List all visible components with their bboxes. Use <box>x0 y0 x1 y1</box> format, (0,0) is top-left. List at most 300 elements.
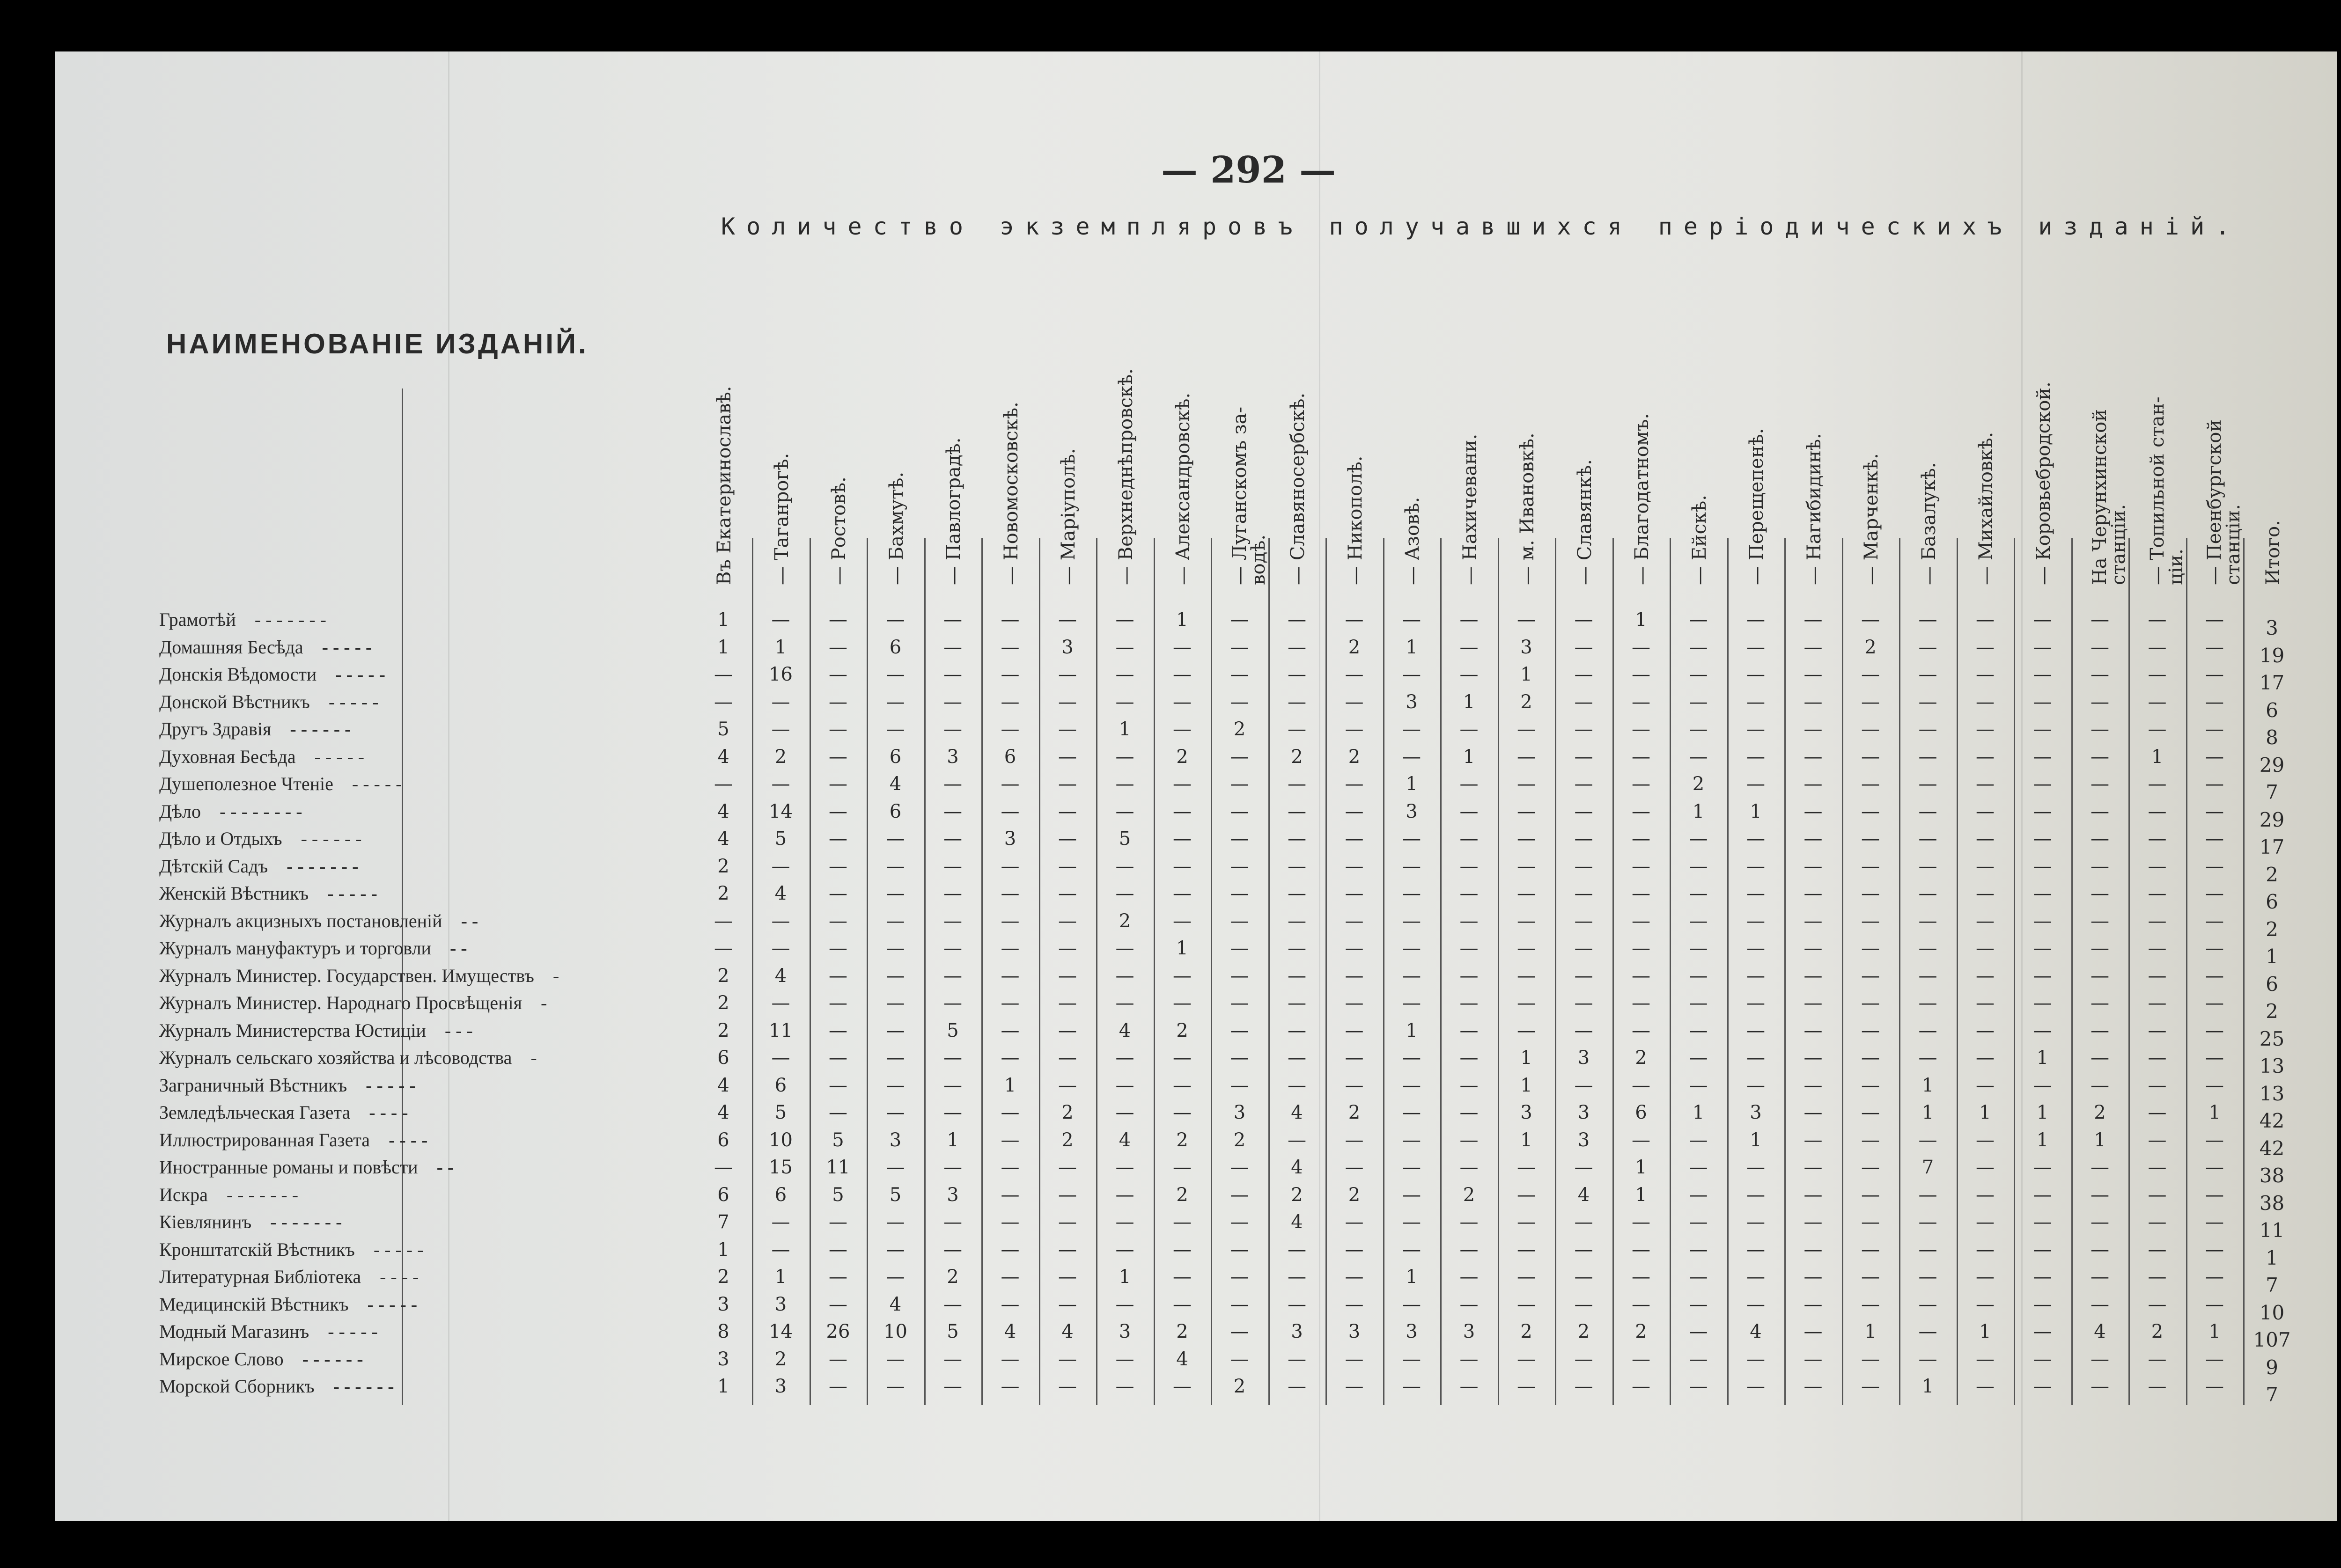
table-cell: — <box>2148 1348 2167 1370</box>
table-cell: — <box>1230 691 1249 713</box>
publication-name: Журналъ Министер. Государствен. Имуществъ <box>159 965 534 986</box>
table-cell: — <box>1288 883 1306 904</box>
table-cell: — <box>1001 1129 1020 1151</box>
table-cell: — <box>1861 1238 1880 1260</box>
table-cell: 1 <box>2036 1047 2049 1069</box>
publication-name: Душеполезное Чтеніе <box>159 773 333 794</box>
table-cell: 2 <box>1176 1184 1188 1206</box>
table-cell: — <box>943 773 962 795</box>
row-total: 38 <box>2259 1191 2285 1215</box>
table-cell: — <box>943 1157 962 1178</box>
table-cell: — <box>1689 1129 1708 1151</box>
table-cell: — <box>1345 855 1364 877</box>
table-cell: — <box>1574 992 1593 1014</box>
table-cell: — <box>1918 1266 1937 1288</box>
row-total: 13 <box>2259 1055 2285 1077</box>
row-total: 13 <box>2259 1082 2285 1105</box>
table-cell: 1 <box>1520 1074 1532 1096</box>
table-row-label <box>159 1181 674 1209</box>
publication-name: Земледѣльческая Газета <box>159 1102 351 1123</box>
table-cell: — <box>1001 1376 1020 1397</box>
table-cell: — <box>714 910 733 932</box>
table-cell: — <box>1402 910 1421 932</box>
leader-dots: - - - - - - - <box>254 609 326 630</box>
table-cell: 7 <box>717 1211 729 1233</box>
table-cell: — <box>1746 1184 1765 1206</box>
table-cell: — <box>1288 1238 1306 1260</box>
table-cell: — <box>2033 1019 2052 1041</box>
table-cell: — <box>1632 910 1650 932</box>
table-cell: — <box>829 1102 847 1123</box>
table-cell: — <box>2033 855 2052 877</box>
table-cell: — <box>1861 992 1880 1014</box>
table-cell: — <box>2033 1074 2052 1096</box>
table-cell: — <box>1861 1047 1880 1069</box>
table-cell: 11 <box>769 1019 793 1041</box>
table-cell: — <box>1115 1184 1134 1206</box>
column-header-label: Итого. <box>2262 520 2284 585</box>
table-cell: — <box>1345 1129 1364 1151</box>
table-cell: — <box>886 965 905 987</box>
table-cell: — <box>943 1211 962 1233</box>
table-cell: — <box>2033 1376 2052 1397</box>
table-cell: 4 <box>1119 1019 1131 1041</box>
table-cell: — <box>1402 883 1421 904</box>
table-cell: — <box>1115 992 1134 1014</box>
table-cell: 2 <box>717 992 729 1014</box>
table-cell: 1 <box>1119 718 1131 740</box>
table-cell: 5 <box>774 828 787 850</box>
table-cell: — <box>1574 965 1593 987</box>
table-cell: — <box>1058 746 1077 768</box>
table-cell: — <box>1689 883 1708 904</box>
table-row-label <box>159 825 674 852</box>
table-cell: — <box>1689 965 1708 987</box>
table-cell: 4 <box>717 828 729 850</box>
table-cell: 4 <box>717 800 729 822</box>
table-cell: — <box>1230 1321 1249 1342</box>
table-cell: — <box>2148 1157 2167 1178</box>
table-cell: — <box>1861 1157 1880 1178</box>
table-cell: — <box>2148 1238 2167 1260</box>
table-cell: — <box>1689 1238 1708 1260</box>
table-cell: — <box>1632 636 1650 658</box>
table-cell: 2 <box>1176 1019 1188 1041</box>
table-cell: 1 <box>2036 1129 2049 1151</box>
table-cell: — <box>2205 1238 2224 1260</box>
table-cell: 4 <box>889 773 902 795</box>
table-cell: — <box>1173 883 1192 904</box>
table-cell: — <box>1459 1129 1479 1151</box>
table-cell: — <box>2091 855 2109 877</box>
name-column-header: НАИМЕНОВАНІЕ ИЗДАНІЙ. <box>166 328 589 359</box>
table-cell: — <box>1230 938 1249 959</box>
column-rule <box>1096 538 1097 1405</box>
table-cell: — <box>1517 828 1536 850</box>
table-cell: — <box>1746 855 1765 877</box>
table-cell: — <box>1173 718 1192 740</box>
table-cell: — <box>1402 1348 1421 1370</box>
table-cell: — <box>1517 773 1536 795</box>
table-cell: — <box>1574 910 1593 932</box>
table-cell: — <box>1459 1293 1479 1315</box>
table-cell: — <box>943 664 962 685</box>
table-cell: 1 <box>1750 800 1762 822</box>
table-cell: — <box>1058 773 1077 795</box>
table-cell: — <box>2091 828 2109 850</box>
table-cell: — <box>1918 855 1937 877</box>
table-cell: — <box>1976 1376 1995 1397</box>
table-cell: 1 <box>1921 1074 1934 1096</box>
table-cell: — <box>1001 691 1020 713</box>
table-cell: — <box>1861 773 1880 795</box>
leader-dots: - - - <box>444 1019 473 1041</box>
table-cell: — <box>1345 773 1364 795</box>
table-cell: — <box>1918 718 1937 740</box>
table-cell: — <box>2091 1238 2109 1260</box>
table-cell: — <box>1230 1047 1249 1069</box>
table-cell: — <box>1288 664 1306 685</box>
table-cell: — <box>1001 773 1020 795</box>
publication-name: Модный Магазинъ <box>159 1321 309 1342</box>
table-cell: — <box>1115 746 1134 768</box>
table-cell: 1 <box>1406 773 1418 795</box>
column-rule <box>1727 538 1729 1405</box>
table-cell: 2 <box>1061 1129 1074 1151</box>
table-cell: 2 <box>717 855 729 877</box>
table-row-label <box>159 935 674 962</box>
table-cell: — <box>2205 1376 2224 1397</box>
table-cell: — <box>1517 718 1536 740</box>
table-cell: — <box>1861 965 1880 987</box>
table-cell: 6 <box>1635 1102 1647 1123</box>
table-cell: — <box>829 1074 847 1096</box>
table-cell: 2 <box>1291 746 1303 768</box>
table-cell: — <box>1459 636 1479 658</box>
table-cell: 3 <box>1061 636 1074 658</box>
table-cell: — <box>1632 992 1650 1014</box>
table-cell: 6 <box>889 636 902 658</box>
table-cell: — <box>1574 800 1593 822</box>
table-cell: — <box>1058 1238 1077 1260</box>
table-cell: — <box>1918 1047 1937 1069</box>
table-cell: — <box>1746 691 1765 713</box>
table-cell: — <box>1058 664 1077 685</box>
table-cell: — <box>1632 1019 1650 1041</box>
leader-dots: - - - - - <box>327 883 377 904</box>
table-cell: 3 <box>774 1293 787 1315</box>
table-cell: — <box>1574 746 1593 768</box>
publication-name: Иностранные романы и повѣсти <box>159 1157 418 1178</box>
table-cell: 2 <box>1233 1129 1246 1151</box>
table-cell: — <box>1804 910 1823 932</box>
table-cell: — <box>829 746 847 768</box>
table-cell: — <box>1689 664 1708 685</box>
column-rule <box>1612 538 1614 1405</box>
row-total: 7 <box>2266 1274 2278 1297</box>
table-cell: — <box>886 1238 905 1260</box>
table-cell: — <box>1861 910 1880 932</box>
table-cell: — <box>1976 883 1995 904</box>
table-cell: — <box>1689 1348 1708 1370</box>
table-cell: — <box>1861 1266 1880 1288</box>
table-row-label <box>159 1072 674 1099</box>
table-cell: — <box>943 800 962 822</box>
table-cell: — <box>1574 1348 1593 1370</box>
leader-dots: - - - - - <box>322 636 372 658</box>
table-cell: — <box>2205 636 2224 658</box>
table-cell: — <box>2091 636 2109 658</box>
table-cell: — <box>886 910 905 932</box>
table-cell: — <box>1345 691 1364 713</box>
table-cell: — <box>1058 609 1077 630</box>
table-cell: — <box>1976 1074 1995 1096</box>
table-cell: — <box>2148 828 2167 850</box>
table-row-label <box>159 634 674 661</box>
table-cell: — <box>2148 883 2167 904</box>
table-cell: — <box>1976 1238 1995 1260</box>
table-cell: — <box>2033 691 2052 713</box>
table-cell: — <box>2148 1266 2167 1288</box>
table-cell: — <box>1288 910 1306 932</box>
column-header-label: — м. Ивановкѣ. <box>1516 432 1538 585</box>
table-cell: — <box>1115 664 1134 685</box>
table-cell: 3 <box>1406 800 1418 822</box>
publication-name: Журналъ Министер. Народнаго Просвѣщенія <box>159 992 522 1013</box>
table-cell: — <box>1804 773 1823 795</box>
table-cell: — <box>1632 1266 1650 1288</box>
table-cell: — <box>2033 609 2052 630</box>
table-row-label <box>159 1017 674 1044</box>
table-cell: — <box>2033 1266 2052 1288</box>
table-cell: — <box>943 992 962 1014</box>
column-rule <box>981 538 983 1405</box>
table-cell: — <box>829 1293 847 1315</box>
table-cell: — <box>1173 636 1192 658</box>
column-rule <box>1440 538 1442 1405</box>
table-cell: — <box>2033 1211 2052 1233</box>
table-cell: — <box>1746 828 1765 850</box>
publication-name: Домашняя Бесѣда <box>159 636 303 658</box>
table-cell: 4 <box>889 1293 902 1315</box>
table-cell: 16 <box>769 664 793 685</box>
column-rule <box>752 538 753 1405</box>
table-cell: — <box>829 773 847 795</box>
column-header-label: — Павлоградѣ. <box>943 437 964 585</box>
table-cell: — <box>1058 938 1077 959</box>
table-cell: — <box>1632 1129 1650 1151</box>
table-cell: — <box>1574 718 1593 740</box>
table-cell: — <box>1402 1102 1421 1123</box>
table-cell: 1 <box>1692 1102 1705 1123</box>
table-cell: 1 <box>1921 1102 1934 1123</box>
table-cell: 2 <box>1520 1321 1532 1342</box>
table-cell: — <box>1402 1184 1421 1206</box>
table-cell: — <box>2091 800 2109 822</box>
table-row-label <box>159 770 674 798</box>
table-cell: 6 <box>717 1047 729 1069</box>
table-cell: — <box>1574 609 1593 630</box>
table-cell: — <box>1001 910 1020 932</box>
table-cell: — <box>1058 1184 1077 1206</box>
row-total: 29 <box>2259 753 2285 777</box>
table-cell: — <box>1804 1102 1823 1123</box>
table-cell: 1 <box>1119 1266 1131 1288</box>
table-cell: — <box>2091 609 2109 630</box>
table-cell: — <box>1918 965 1937 987</box>
column-header-label: На Черунхинской станціи. <box>2089 409 2129 585</box>
column-rule <box>2186 538 2187 1405</box>
table-cell: — <box>1345 828 1364 850</box>
table-cell: — <box>1173 773 1192 795</box>
table-cell: — <box>2148 992 2167 1014</box>
table-cell: — <box>2091 910 2109 932</box>
table-cell: 6 <box>889 800 902 822</box>
column-header-label: — Базалукѣ. <box>1918 462 1940 585</box>
table-cell: — <box>829 664 847 685</box>
table-cell: — <box>2205 1019 2224 1041</box>
table-cell: — <box>1918 1019 1937 1041</box>
leader-dots: - - - - <box>389 1129 428 1150</box>
table-cell: — <box>1058 1019 1077 1041</box>
table-cell: — <box>2033 910 2052 932</box>
table-cell: 10 <box>883 1321 907 1342</box>
table-cell: — <box>2205 1293 2224 1315</box>
table-cell: — <box>1976 636 1995 658</box>
table-cell: — <box>1173 1074 1192 1096</box>
leader-dots: - - - - - - <box>333 1376 394 1397</box>
table-cell: — <box>2148 1047 2167 1069</box>
column-header-label: — Маріуполѣ. <box>1058 448 1079 585</box>
column-rule <box>1154 538 1155 1405</box>
table-cell: — <box>1517 800 1536 822</box>
table-cell: — <box>1517 855 1536 877</box>
column-header-label: — Славяносербскѣ. <box>1287 392 1309 585</box>
table-row-label <box>159 1127 674 1154</box>
table-cell: 7 <box>1921 1157 1934 1178</box>
table-cell: — <box>1918 1129 1937 1151</box>
table-cell: — <box>1918 636 1937 658</box>
table-cell: — <box>2091 1019 2109 1041</box>
table-cell: — <box>1459 1157 1479 1178</box>
table-cell: — <box>1288 828 1306 850</box>
table-cell: — <box>2091 992 2109 1014</box>
table-cell: — <box>1345 883 1364 904</box>
table-cell: — <box>1632 1376 1650 1397</box>
table-cell: — <box>2205 773 2224 795</box>
table-cell: — <box>886 1019 905 1041</box>
table-cell: 1 <box>1520 1129 1532 1151</box>
table-cell: — <box>1058 800 1077 822</box>
table-cell: — <box>1345 1074 1364 1096</box>
table-cell: — <box>1001 1348 1020 1370</box>
table-cell: — <box>1288 773 1306 795</box>
table-cell: — <box>1861 828 1880 850</box>
table-cell: — <box>1459 609 1479 630</box>
table-cell: — <box>2205 992 2224 1014</box>
table-cell: 4 <box>774 883 787 904</box>
table-cell: — <box>829 828 847 850</box>
table-cell: 1 <box>774 1266 787 1288</box>
leader-dots: - - - - - <box>367 1293 418 1315</box>
table-cell: — <box>2148 1019 2167 1041</box>
table-cell: 2 <box>1864 636 1877 658</box>
table-cell: — <box>1746 883 1765 904</box>
table-cell: — <box>1632 691 1650 713</box>
column-rule <box>1670 538 1671 1405</box>
table-cell: 1 <box>717 1376 729 1397</box>
table-cell: — <box>2205 1129 2224 1151</box>
table-cell: — <box>1058 1047 1077 1069</box>
table-cell: — <box>1976 1129 1995 1151</box>
table-cell: — <box>1746 1348 1765 1370</box>
column-rule <box>1555 538 1556 1405</box>
table-cell: — <box>1001 992 1020 1014</box>
table-cell: — <box>1689 910 1708 932</box>
leader-dots: - - - - - - - <box>287 855 359 877</box>
table-cell: — <box>1173 992 1192 1014</box>
table-row-label <box>159 1209 674 1236</box>
table-cell: — <box>829 800 847 822</box>
table-cell: — <box>943 883 962 904</box>
table-cell: — <box>1918 1348 1937 1370</box>
table-cell: — <box>943 1102 962 1123</box>
table-cell: — <box>1345 965 1364 987</box>
table-cell: — <box>1918 746 1937 768</box>
table-cell: — <box>943 1293 962 1315</box>
table-cell: 1 <box>1176 938 1188 959</box>
table-cell: — <box>1804 1129 1823 1151</box>
table-cell: — <box>1288 1293 1306 1315</box>
table-cell: — <box>1001 965 1020 987</box>
table-cell: 14 <box>769 1321 793 1342</box>
leader-dots: - <box>530 1047 537 1068</box>
table-cell: — <box>1976 1184 1995 1206</box>
table-cell: — <box>1517 1157 1536 1178</box>
table-cell: — <box>1001 1266 1020 1288</box>
table-cell: — <box>1574 773 1593 795</box>
table-cell: — <box>1115 1376 1134 1397</box>
column-rule <box>867 538 868 1405</box>
column-rule <box>2071 538 2073 1405</box>
table-cell: — <box>1230 883 1249 904</box>
table-cell: — <box>2205 1211 2224 1233</box>
publication-name: Дѣло <box>159 800 201 822</box>
table-cell: — <box>1288 1266 1306 1288</box>
table-cell: — <box>2033 828 2052 850</box>
table-cell: — <box>1918 1184 1937 1206</box>
table-cell: — <box>1574 855 1593 877</box>
table-cell: 2 <box>1463 1184 1475 1206</box>
table-cell: 3 <box>1406 1321 1418 1342</box>
table-cell: 3 <box>1577 1129 1590 1151</box>
table-cell: — <box>1517 1293 1536 1315</box>
leader-dots: - - <box>449 938 467 959</box>
table-cell: — <box>829 910 847 932</box>
table-row-label <box>159 1263 674 1290</box>
table-cell: — <box>1230 800 1249 822</box>
table-cell: — <box>1173 1376 1192 1397</box>
publication-name: Духовная Бесѣда <box>159 746 296 767</box>
table-cell: — <box>1459 855 1479 877</box>
table-cell: — <box>1976 1019 1995 1041</box>
table-cell: — <box>1632 718 1650 740</box>
table-cell: 6 <box>717 1129 729 1151</box>
table-cell: 1 <box>2208 1321 2221 1342</box>
table-cell: — <box>1115 1157 1134 1178</box>
table-cell: 2 <box>1176 746 1188 768</box>
table-cell: — <box>2205 1047 2224 1069</box>
